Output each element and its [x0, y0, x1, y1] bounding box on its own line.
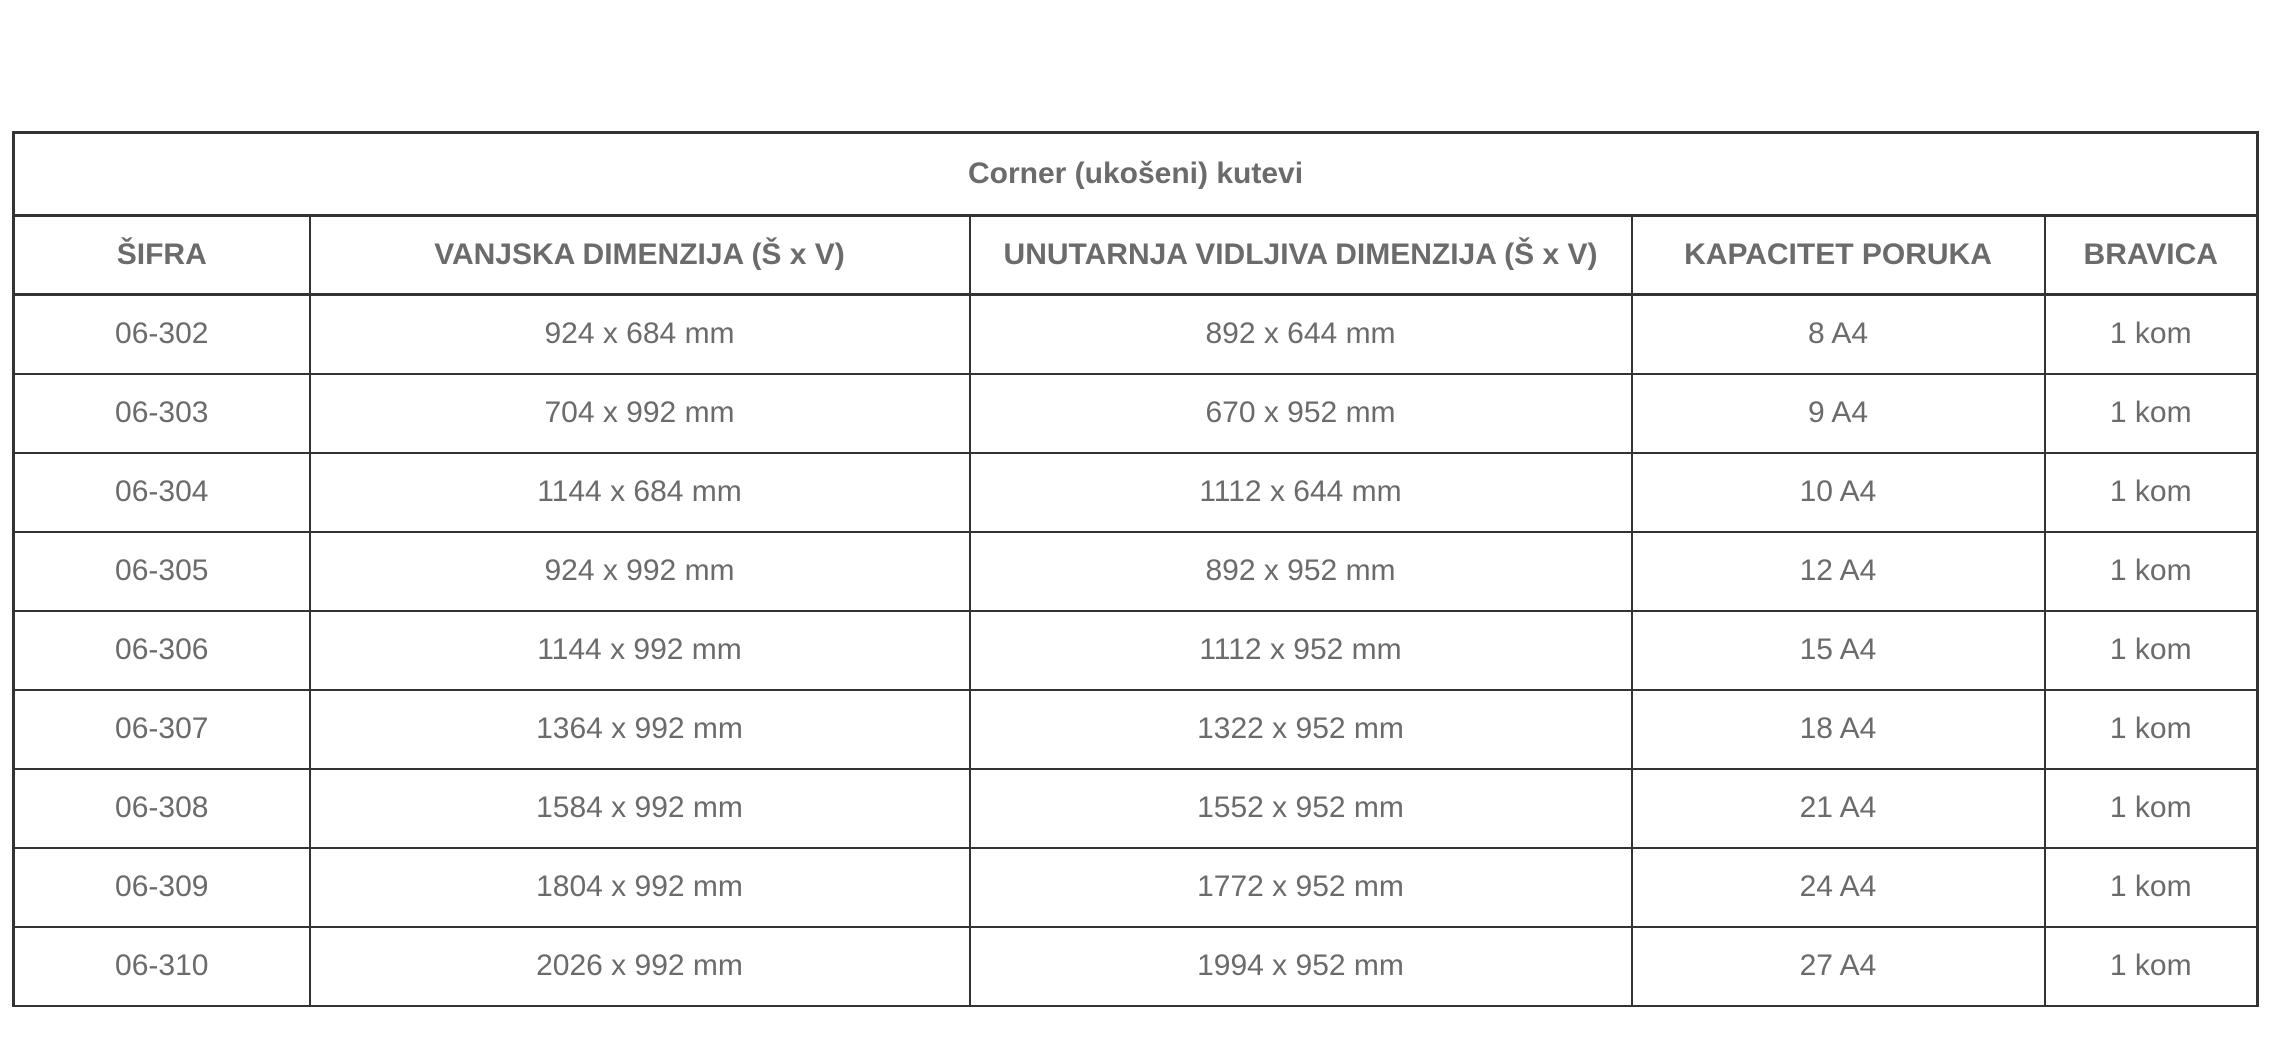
table-row	[14, 611, 2258, 690]
cell-lock: 1 kom	[2045, 769, 2258, 848]
header-outer-dimension: VANJSKA DIMENZIJA (Š x V)	[310, 216, 970, 295]
header-lock: BRAVICA	[2045, 216, 2258, 295]
cell-lock: 1 kom	[2045, 927, 2258, 1006]
cell-outer-dimension: 704 x 992 mm	[310, 374, 970, 453]
cell-lock: 1 kom	[2045, 611, 2258, 690]
table-title-row	[14, 133, 2258, 216]
cell-code: 06-305	[14, 532, 310, 611]
cell-outer-dimension: 2026 x 992 mm	[310, 927, 970, 1006]
cell-inner-dimension: 892 x 644 mm	[970, 295, 1632, 374]
table-row	[14, 374, 2258, 453]
cell-inner-dimension: 1322 x 952 mm	[970, 690, 1632, 769]
table-row	[14, 453, 2258, 532]
cell-capacity: 12 A4	[1632, 532, 2045, 611]
cell-lock: 1 kom	[2045, 690, 2258, 769]
cell-lock: 1 kom	[2045, 453, 2258, 532]
corner-boxes-table	[12, 131, 2259, 1007]
cell-lock: 1 kom	[2045, 295, 2258, 374]
cell-lock: 1 kom	[2045, 532, 2258, 611]
cell-outer-dimension: 1584 x 992 mm	[310, 769, 970, 848]
cell-outer-dimension: 1364 x 992 mm	[310, 690, 970, 769]
table-row	[14, 690, 2258, 769]
cell-capacity: 27 A4	[1632, 927, 2045, 1006]
cell-inner-dimension: 1552 x 952 mm	[970, 769, 1632, 848]
cell-lock: 1 kom	[2045, 848, 2258, 927]
cell-inner-dimension: 1994 x 952 mm	[970, 927, 1632, 1006]
table-title: Corner (ukošeni) kutevi	[14, 133, 2258, 216]
cell-capacity: 9 A4	[1632, 374, 2045, 453]
cell-capacity: 18 A4	[1632, 690, 2045, 769]
cell-code: 06-304	[14, 453, 310, 532]
header-sifra: ŠIFRA	[14, 216, 310, 295]
table-row	[14, 848, 2258, 927]
table-body	[14, 295, 2258, 1006]
header-message-capacity: KAPACITET PORUKA	[1632, 216, 2045, 295]
cell-code: 06-306	[14, 611, 310, 690]
cell-code: 06-302	[14, 295, 310, 374]
cell-lock: 1 kom	[2045, 374, 2258, 453]
cell-inner-dimension: 670 x 952 mm	[970, 374, 1632, 453]
table-row	[14, 532, 2258, 611]
table-row	[14, 769, 2258, 848]
cell-outer-dimension: 1144 x 992 mm	[310, 611, 970, 690]
table-header-row	[14, 216, 2258, 295]
cell-outer-dimension: 924 x 684 mm	[310, 295, 970, 374]
cell-inner-dimension: 1112 x 644 mm	[970, 453, 1632, 532]
cell-code: 06-303	[14, 374, 310, 453]
cell-code: 06-308	[14, 769, 310, 848]
cell-capacity: 21 A4	[1632, 769, 2045, 848]
cell-inner-dimension: 892 x 952 mm	[970, 532, 1632, 611]
cell-outer-dimension: 1144 x 684 mm	[310, 453, 970, 532]
header-inner-visible-dimension: UNUTARNJA VIDLJIVA DIMENZIJA (Š x V)	[970, 216, 1632, 295]
cell-code: 06-309	[14, 848, 310, 927]
cell-capacity: 24 A4	[1632, 848, 2045, 927]
cell-outer-dimension: 924 x 992 mm	[310, 532, 970, 611]
cell-outer-dimension: 1804 x 992 mm	[310, 848, 970, 927]
cell-capacity: 10 A4	[1632, 453, 2045, 532]
cell-inner-dimension: 1112 x 952 mm	[970, 611, 1632, 690]
cell-code: 06-310	[14, 927, 310, 1006]
cell-capacity: 8 A4	[1632, 295, 2045, 374]
cell-inner-dimension: 1772 x 952 mm	[970, 848, 1632, 927]
table-row	[14, 295, 2258, 374]
table-row	[14, 927, 2258, 1006]
cell-capacity: 15 A4	[1632, 611, 2045, 690]
product-table-container	[12, 131, 2256, 1007]
cell-code: 06-307	[14, 690, 310, 769]
